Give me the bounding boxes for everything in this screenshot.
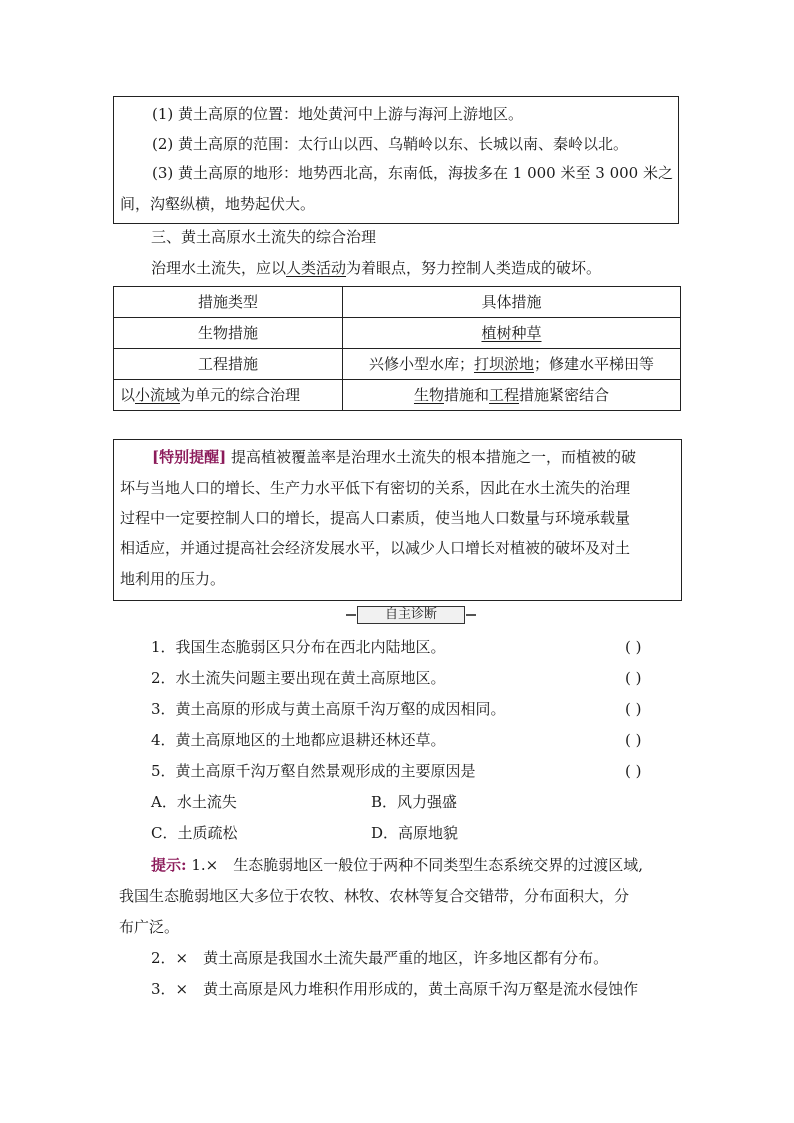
table-cell-detail [343,380,681,411]
reminder-line-5: 地利用的压力。 [120,570,226,588]
answer-parentheses-4[interactable]: ( ) [625,731,642,749]
intro-item-1: (1) 黄土高原的位置：地处黄河中上游与海河上游地区。 [152,105,524,123]
section-title: 三、黄土高原水土流失的综合治理 [151,228,377,246]
measures-table [113,286,681,411]
hint-answer-3: 3．× 黄土高原是风力堆积作用形成的，黄土高原千沟万壑是流水侵蚀作 [151,980,639,998]
underlined-text: 工程 [489,386,520,404]
option-c[interactable]: C．土质疏松 [151,824,238,842]
intro-text-pre: 治理水土流失，应以 [151,259,287,277]
intro-item-3-line-2: 间，沟壑纵横，地势起伏大。 [120,195,316,213]
hint-line-3: 布广泛。 [119,918,180,936]
cell-text: 兴修小型水库； [368,355,474,373]
self-diagnosis-banner: 自主诊断 [357,606,465,624]
table-cell-type: 工程措施 [114,349,343,380]
table-row [114,318,681,349]
table-header-detail: 具体措施 [343,287,681,318]
cell-text: 措施紧密结合 [519,386,610,404]
intro-box [113,96,679,224]
hint-answer-2: 2．× 黄土高原是我国水土流失最严重的地区，许多地区都有分布。 [151,949,609,967]
option-d[interactable]: D．高原地貌 [371,824,459,842]
table-row [114,349,681,380]
answer-parentheses-2[interactable]: ( ) [625,669,642,687]
hint-text: 1.× 生态脆弱地区一般位于两种不同类型生态系统交界的过渡区域, [186,856,643,874]
reminder-line-3: 过程中一定要控制人口的增长，提高人口素质，使当地人口数量与环境承载量 [120,509,631,527]
section-intro [151,258,601,278]
hint-line-1 [151,855,643,875]
reminder-tag: [特别提醒] [152,448,227,466]
table-cell-detail [343,349,681,380]
hint-label: 提示: [151,856,187,874]
answer-parentheses-5[interactable]: ( ) [625,762,642,780]
intro-text-underlined: 人类活动 [286,259,347,277]
question-4: 4．黄土高原地区的土地都应退耕还林还草。 [151,731,446,749]
cell-text: 以 [120,386,136,404]
table-cell-type: 生物措施 [114,318,343,349]
table-row [114,380,681,411]
answer-parentheses-3[interactable]: ( ) [625,700,642,718]
table-header-type: 措施类型 [114,287,343,318]
underlined-text: 小流域 [135,386,181,404]
table-cell-type [114,380,343,411]
question-3: 3．黄土高原的形成与黄土高原千沟万壑的成因相同。 [151,700,506,718]
hint-line-2: 我国生态脆弱地区大多位于农牧、林牧、农林等复合交错带，分布面积大，分 [119,887,630,905]
intro-item-2: (2) 黄土高原的范围：太行山以西、乌鞘岭以东、长城以南、秦岭以北。 [152,135,629,153]
cell-text: 为单元的综合治理 [180,386,301,404]
table-row [114,287,681,318]
answer-parentheses-1[interactable]: ( ) [625,638,642,656]
question-1: 1．我国生态脆弱区只分布在西北内陆地区。 [151,638,446,656]
underlined-text: 植树种草 [481,324,542,342]
intro-item-3-line-1: (3) 黄土高原的地形：地势西北高，东南低，海拔多在 1 000 米至 3 000 米之 [152,164,673,182]
reminder-text: 提高植被覆盖率是治理水土流失的根本措施之一，而植被的破 [230,448,636,466]
underlined-text: 打坝淤地 [473,355,534,373]
option-b[interactable]: B．风力强盛 [371,793,458,811]
reminder-line-4: 相适应，并通过提高社会经济发展水平，以减少人口增长对植被的破坏及对土 [120,539,631,557]
cell-text: 措施和 [443,386,489,404]
special-reminder-box [113,439,682,601]
option-a[interactable]: A．水土流失 [151,793,237,811]
question-5: 5．黄土高原千沟万壑自然景观形成的主要原因是 [151,762,476,780]
cell-text: ；修建水平梯田等 [534,355,655,373]
reminder-line-1 [152,447,636,467]
intro-text-post: 为着眼点，努力控制人类造成的破坏。 [346,259,602,277]
question-2: 2．水土流失问题主要出现在黄土高原地区。 [151,669,446,687]
table-cell-detail [343,318,681,349]
reminder-line-2: 坏与当地人口的增长、生产力水平低下有密切的关系，因此在水土流失的治理 [120,479,631,497]
underlined-text: 生物 [413,386,444,404]
